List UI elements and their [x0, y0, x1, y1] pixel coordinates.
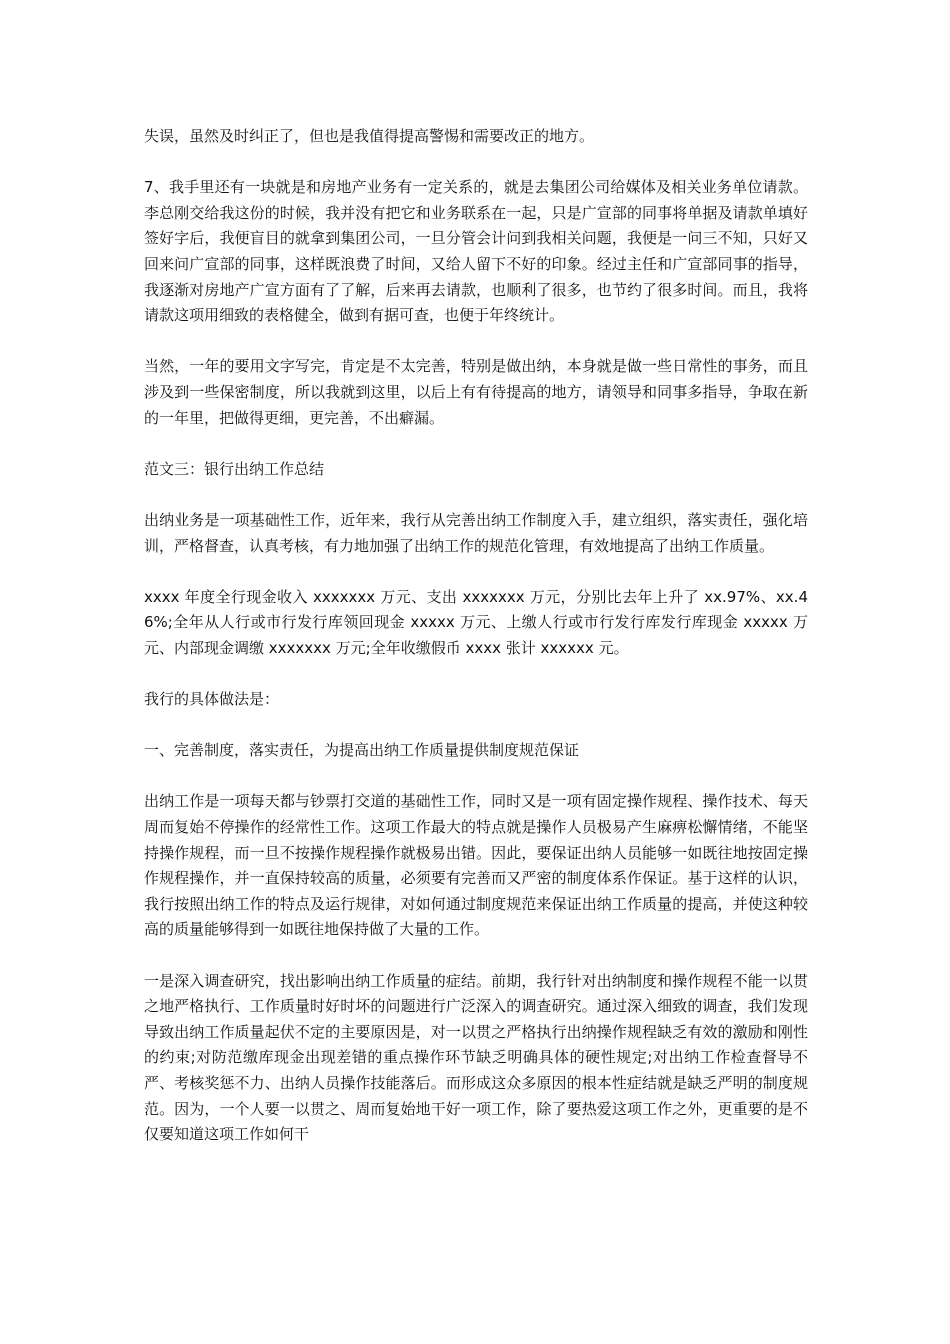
section-heading-one: 一、完善制度，落实责任，为提高出纳工作质量提供制度规范保证 [144, 741, 580, 760]
paragraph-5: xxxx 年度全行现金收入 xxxxxxx 万元、支出 xxxxxxx 万元，分别比去年上升了 xx.97%、xx.46%;全年从人行或市行发行库领回现金 xxxxx 万元、上缴人行或市行发行库发行库现金 xxxxx 万元、内部现金调缴 xxxxxxx 万元;全年收缴假币 xxxx 张计 xxxxxx 元。 [144, 587, 808, 657]
paragraph-4: 出纳业务是一项基础性工作，近年来，我行从完善出纳工作制度入手，建立组织，落实责任，强化培训，严格督查，认真考核，有力地加强了出纳工作的规范化管理，有效地提高了出纳工作质量。 [144, 510, 808, 555]
section-heading-example-three: 范文三：银行出纳工作总结 [144, 459, 325, 478]
paragraph-2: 7、我手里还有一块就是和房地产业务有一定关系的，就是去集团公司给媒体及相关业务单位请款。李总刚交给我这份的时候，我并没有把它和业务联系在一起，只是广宣部的同事将单据及请款单填好签好字后，我便盲目的就拿到集团公司，一旦分管会计问到我相关问题，我便是一问三不知，只好又回来问广宣部的同事，这样既浪费了时间，又给人留下不好的印象。经过主任和广宣部同事的指导，我逐渐对房地产广宣方面有了了解，后来再去请款，也顺利了很多，也节约了很多时间。而且，我将请款这项用细致的表格健全，做到有据可查，也便于年终统计。 [144, 178, 808, 325]
paragraph-3: 当然，一年的要用文字写完，肯定是不太完善，特别是做出纳，本身就是做一些日常性的事务，而且涉及到一些保密制度，所以我就到这里，以后上有有待提高的地方，请领导和同事多指导，争取在新的一年里，把做得更细，更完善，不出癖漏。 [144, 357, 808, 427]
paragraph-6: 我行的具体做法是： [144, 690, 280, 709]
document-body [144, 124, 808, 1173]
paragraph-1: 失误，虽然及时纠正了，但也是我值得提高警惕和需要改正的地方。 [144, 127, 595, 145]
paragraph-7: 出纳工作是一项每天都与钞票打交道的基础性工作，同时又是一项有固定操作规程、操作技术、每天周而复始不停操作的经常性工作。这项工作最大的特点就是操作人员极易产生麻痹松懈情绪，不能坚持操作规程，而一旦不按操作规程操作就极易出错。因此，要保证出纳人员能够一如既往地按固定操作规程操作，并一直保持较高的质量，必须要有完善而又严密的制度体系作保证。基于这样的认识，我行按照出纳工作的特点及运行规律，对如何通过制度规范来保证出纳工作质量的提高，并使这种较高的质量能够得到一如既往地保持做了大量的工作。 [144, 792, 808, 939]
paragraph-8: 一是深入调查研究，找出影响出纳工作质量的症结。前期，我行针对出纳制度和操作规程不能一以贯之地严格执行、工作质量时好时坏的问题进行广泛深入的调查研究。通过深入细致的调查，我们发现导致出纳工作质量起伏不定的主要原因是，对一以贯之严格执行出纳操作规程缺乏有效的激励和刚性的约束;对防范缴库现金出现差错的重点操作环节缺乏明确具体的硬性规定;对出纳工作检查督导不严、考核奖惩不力、出纳人员操作技能落后。而形成这众多原因的根本性症结就是缺乏严明的制度规范。因为，一个人要一以贯之、周而复始地干好一项工作，除了要热爱这项工作之外，更重要的是不仅要知道这项工作如何干 [144, 971, 808, 1144]
